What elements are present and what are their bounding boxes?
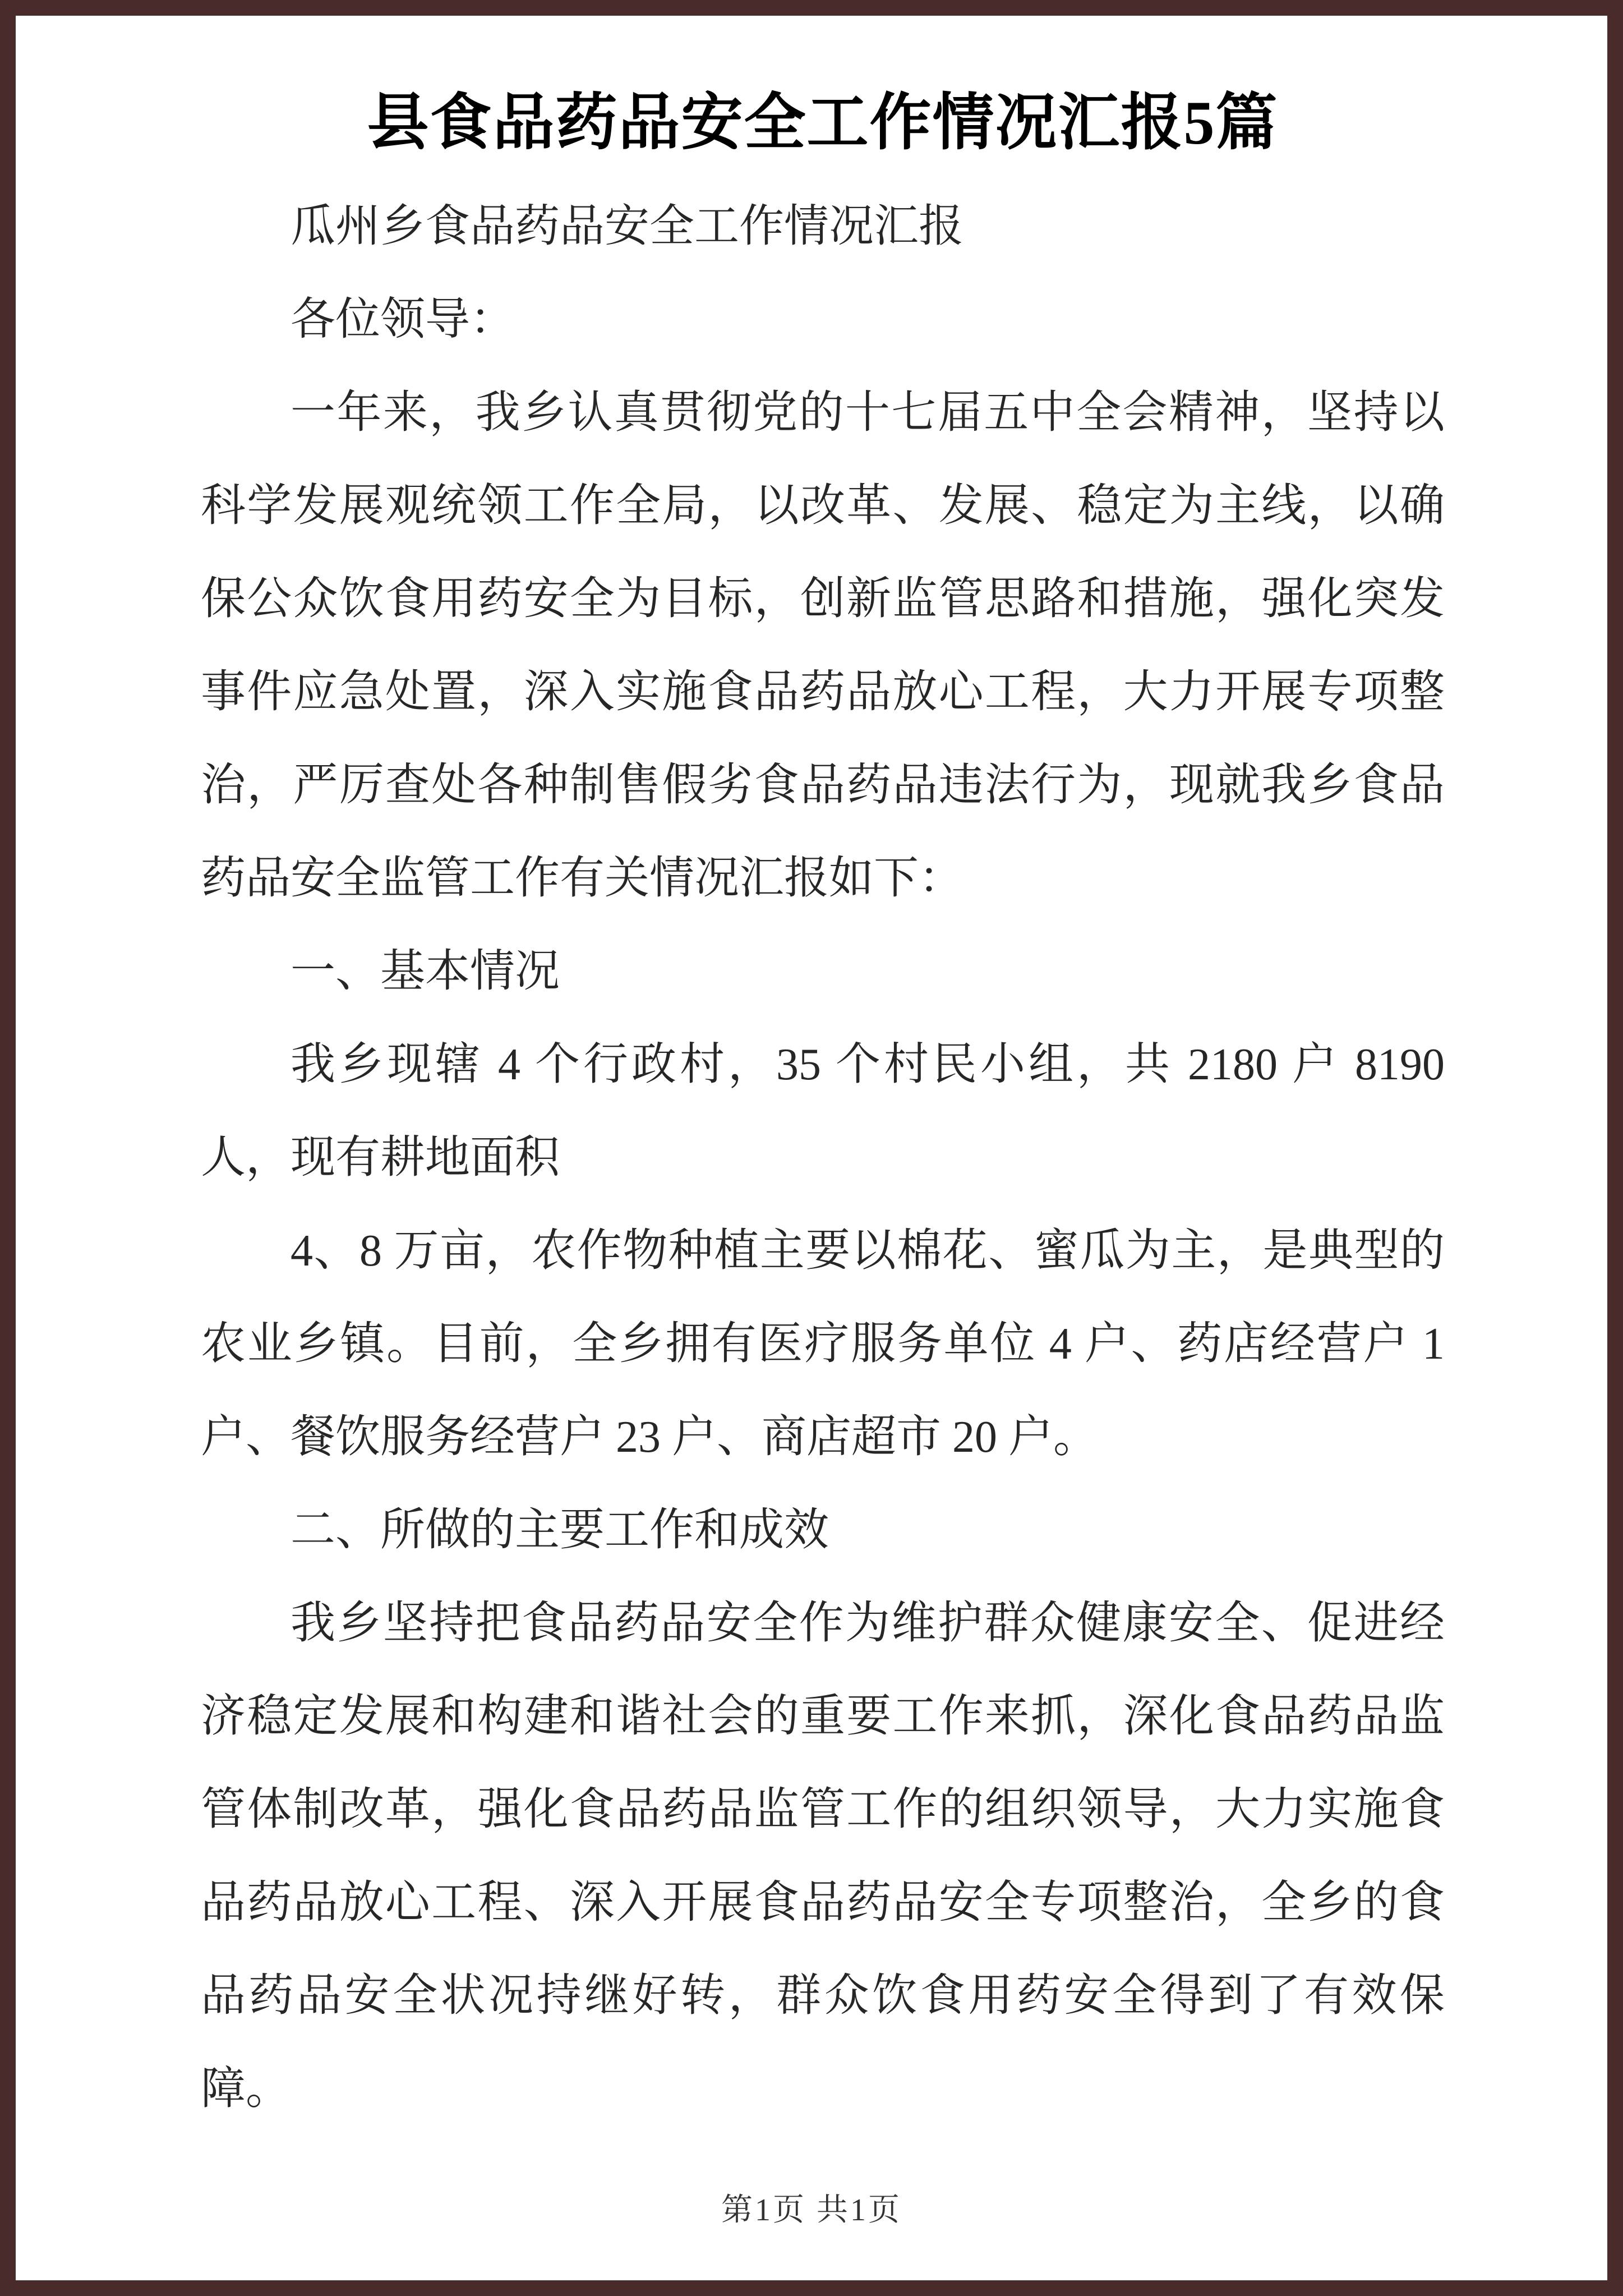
paragraph: 一年来，我乡认真贯彻党的十七届五中全会精神，坚持以科学发展观统领工作全局，以改革、发展、稳定为主线，以确保公众饮食用药安全为目标，创新监管思路和措施，强化突发事件应急处置，深入实施食品药品放心工程，大力开展专项整治，严厉查处各种制售假劣食品药品违法行为，现就我乡食品药品安全监管工作有关情况汇报如下：: [201, 388, 1445, 903]
document-content: [16, 16, 1607, 2162]
paragraph: 瓜州乡食品药品安全工作情况汇报: [291, 202, 963, 251]
paragraph: 二、所做的主要工作和成效: [291, 1506, 829, 1555]
paragraph: 一、基本情况: [291, 947, 560, 996]
document-body: [201, 180, 1445, 2136]
paragraph: 我乡现辖 4 个行政村，35 个村民小组，共 2180 户 8190 人，现有耕地面积: [201, 1040, 1445, 1182]
document-title: 县食品药品安全工作情况汇报5篇: [367, 89, 1279, 157]
page-number-footer: 第1页 共1页: [721, 2193, 902, 2228]
paragraph: 4、8 万亩，农作物种植主要以棉花、蜜瓜为主，是典型的农业乡镇。目前，全乡拥有医疗服务单位 4 户、药店经营户 1 户、餐饮服务经营户 23 户、商店超市 20 户。: [201, 1226, 1445, 1462]
paragraph: 我乡坚持把食品药品安全作为维护群众健康安全、促进经济稳定发展和构建和谐社会的重要工作来抓，深化食品药品监管体制改革，强化食品药品监管工作的组织领导，大力实施食品药品放心工程、深入开展食品药品安全专项整治，全乡的食品药品安全状况持继好转，群众饮食用药安全得到了有效保障。: [201, 1599, 1445, 2114]
paragraph: 各位领导：: [291, 295, 515, 344]
